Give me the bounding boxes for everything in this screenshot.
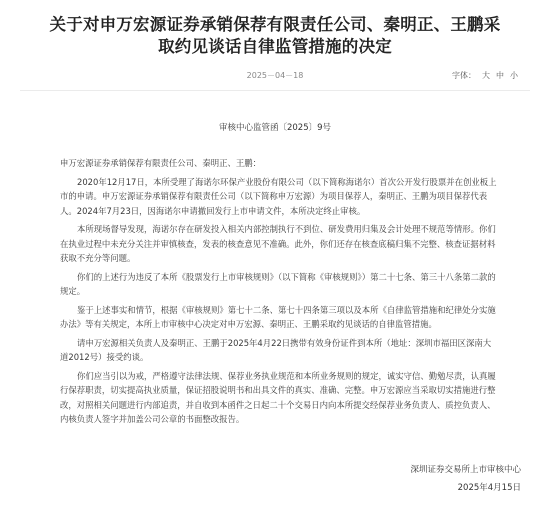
font-large-link[interactable]: 大 [482, 71, 490, 80]
body-paragraph: 请申万宏源相关负责人及秦明正、王鹏于2025年4月22日携带有效身份证件到本所（地址：深圳市福田区深南大道2012号）接受约谈。 [60, 337, 492, 362]
signature-block [410, 461, 521, 497]
document-body [60, 156, 498, 427]
publish-date: 2025－04－18 [246, 71, 304, 80]
body-paragraph: 鉴于上述事实和情节，根据《审核规则》第七十二条、第七十四条第三项以及本所《自律监管措施和纪律处分实施办法》等有关规定，本所上市审核中心决定对申万宏源、秦明正、王鹏采取约见谈话的自律监管措施。 [60, 304, 496, 329]
body-paragraph: 2020年12月17日，本所受理了海诺尔环保产业股份有限公司（以下简称海诺尔）首次公开发行股票并在创业板上市的申请。申万宏源证券承销保荐有限责任公司（以下简称申万宏源）为项目保荐人，秦明正、王鹏为项目保荐代表人。2024年7月23日，因海诺尔申请撤回发行上市申请文件，本所决定终止审核。 [60, 176, 497, 216]
font-size-label: 字体： [452, 71, 476, 80]
body-paragraph: 本所现场督导发现，海诺尔存在研发投入相关内部控制执行不到位、研发费用归集及会计处理不规范等情形。你们在执业过程中未充分关注并审慎核查，发表的核查意见不准确。此外，你们还存在核查底稿归集不完整、核查证据材料获取不充分等问题。 [60, 224, 496, 263]
title-line-2: 取约见谈话自律监管措施的决定 [158, 37, 392, 56]
font-small-link[interactable]: 小 [510, 71, 518, 80]
page-title [20, 14, 530, 58]
body-paragraph: 你们的上述行为违反了本所《股票发行上市审核规则》（以下简称《审核规则》）第二十七条、第三十八条第二款的规定。 [60, 271, 496, 296]
font-size-switcher [446, 70, 518, 81]
title-line-1: 关于对申万宏源证券承销保荐有限责任公司、秦明正、王鹏采 [49, 15, 501, 34]
document-number: 审核中心监管函〔2025〕9号 [218, 123, 332, 133]
salutation: 申万宏源证券承销保荐有限责任公司、秦明正、王鹏： [60, 158, 261, 168]
signature-date: 2025年4月15日 [457, 483, 521, 493]
font-medium-link[interactable]: 中 [496, 71, 504, 80]
title-divider [20, 90, 530, 91]
meta-row [20, 70, 530, 84]
body-paragraph: 你们应当引以为戒，严格遵守法律法规、保荐业务执业规范和本所业务规则的规定，诚实守信、勤勉尽责，认真履行保荐职责，切实提高执业质量，保证招股说明书和出具文件的真实、准确、完整。申万宏源应当采取切实措施进行整改，对照相关问题进行内部追责，并自收到本函件之日起二十个交易日内向本所提交经保荐业务负责人、质控负责人、内核负责人签字并加盖公司公章的书面整改报告。 [60, 370, 496, 424]
signature-org: 深圳证券交易所上市审核中心 [410, 465, 521, 475]
